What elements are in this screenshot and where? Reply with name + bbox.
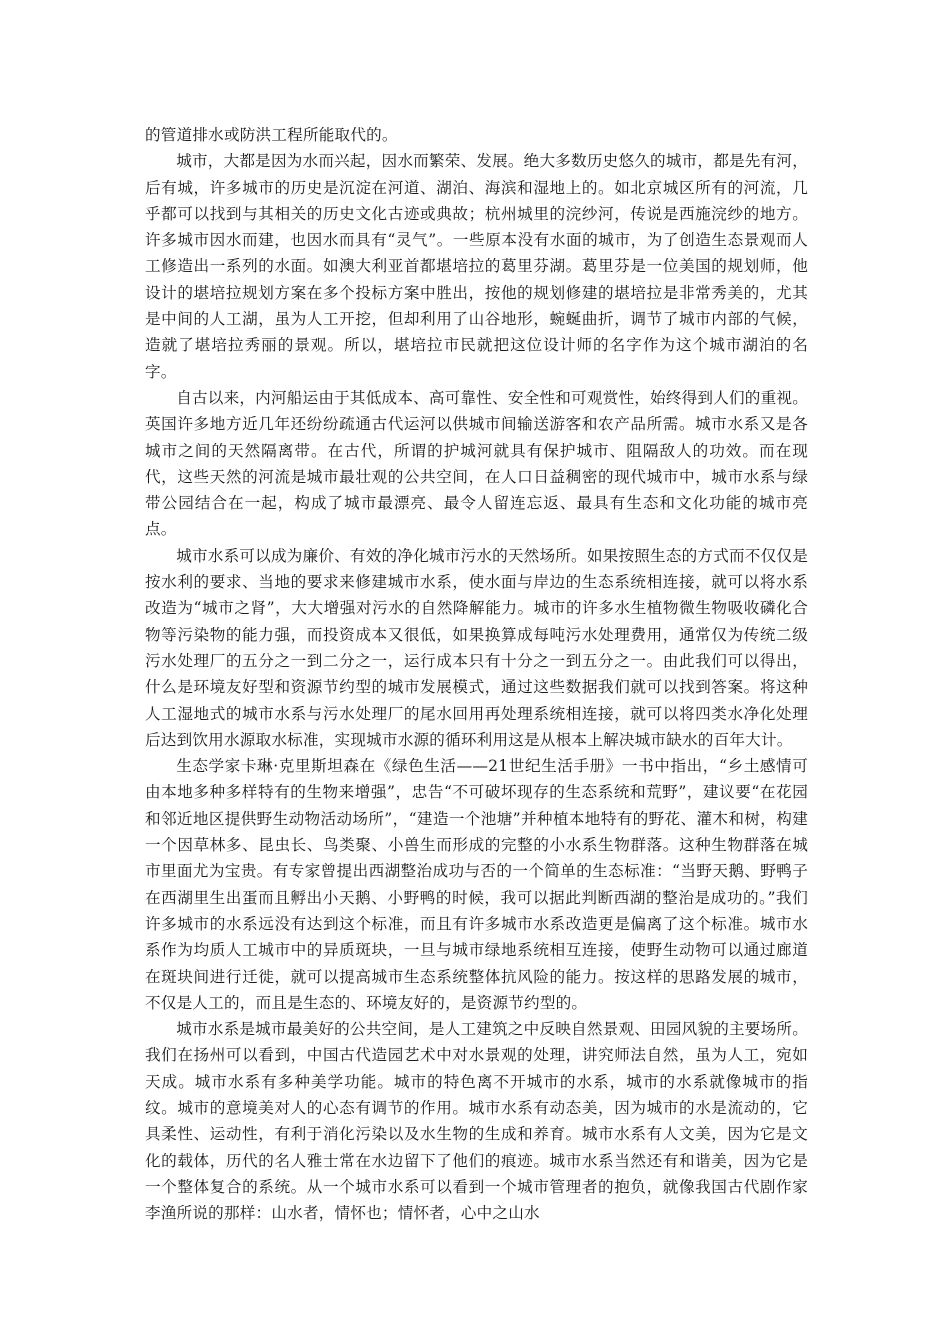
paragraph: 城市水系可以成为廉价、有效的净化城市污水的天然场所。如果按照生态的方式而不仅仅是按水利的要求、当地的要求来修建城市水系，使水面与岸边的生态系统相连接，就可以将水系改造为“城市之肾”，大大增强对污水的自然降解能力。城市的许多水生植物微生物吸收磷化合物等污染物的能力强，而投资成本又很低，如果换算成每吨污水处理费用，通常仅为传统二级污水处理厂的五分之一到二分之一，运行成本只有十分之一到五分之一。由此我们可以得出，什么是环境友好型和资源节约型的城市发展模式，通过这些数据我们就可以找到答案。将这种人工湿地式的城市水系与污水处理厂的尾水回用再处理系统相连接，就可以将四类水净化处理后达到饮用水源取水标准，实现城市水源的循环利用这是从根本上解决城市缺水的百年大计。 xyxy=(145,546,808,749)
paragraph: 生态学家卡琳·克里斯坦森在《绿色生活——21世纪生活手册》一书中指出，“乡土感情可由本地多种多样特有的生物来增强”，忠告“不可破坏现存的生态系统和荒野”，建议要“在花园和邻近地区提供野生动物活动场所”，“建造一个池塘”并种植本地特有的野花、灌木和树，构建一个因草林多、昆虫长、鸟类聚、小兽生而形成的完整的小水系生物群落。这种生物群落在城市里面尤为宝贵。有专家曾提出西湖整治成功与否的一个简单的生态标准：“当野天鹅、野鸭子在西湖里生出蛋而且孵出小天鹅、小野鸭的时候，我可以据此判断西湖的整治是成功的。”我们许多城市的水系远没有达到这个标准，而且有许多城市水系改造更是偏离了这个标准。城市水系作为均质人工城市中的异质斑块，一旦与城市绿地系统相互连接，使野生动物可以通过廊道在斑块间进行迁徙，就可以提高城市生态系统整体抗风险的能力。按这样的思路发展的城市，不仅是人工的，而且是生态的、环境友好的，是资源节约型的。 xyxy=(145,757,808,1012)
paragraph: 城市，大都是因为水而兴起，因水而繁荣、发展。绝大多数历史悠久的城市，都是先有河，后有城，许多城市的历史是沉淀在河道、湖泊、海滨和湿地上的。如北京城区所有的河流，几乎都可以找到与其相关的历史文化古迹或典故；杭州城里的浣纱河，传说是西施浣纱的地方。许多城市因水而建，也因水而具有“灵气”。一些原本没有水面的城市，为了创造生态景观而人工修造出一系列的水面。如澳大利亚首都堪培拉的葛里芬湖。葛里芬是一位美国的规划师，他设计的堪培拉规划方案在多个投标方案中胜出，按他的规划修建的堪培拉是非常秀美的，尤其是中间的人工湖，虽为人工开挖，但却利用了山谷地形，蜿蜒曲折，调节了城市内部的气候，造就了堪培拉秀丽的景观。所以，堪培拉市民就把这位设计师的名字作为这个城市湖泊的名字。 xyxy=(145,152,808,381)
paragraph: 城市水系是城市最美好的公共空间，是人工建筑之中反映自然景观、田园风貌的主要场所。我们在扬州可以看到，中国古代造园艺术中对水景观的处理，讲究师法自然，虽为人工，宛如天成。城市水系有多种美学功能。城市的特色离不开城市的水系，城市的水系就像城市的指纹。城市的意境美对人的心态有调节的作用。城市水系有动态美，因为城市的水是流动的，它具柔性、运动性，有利于消化污染以及水生物的生成和养育。城市水系有人文美，因为它是文化的载体，历代的名人雅士常在水边留下了他们的痕迹。城市水系当然还有和谐美，因为它是一个整体复合的系统。从一个城市水系可以看到一个城市管理者的抱负，就像我国古代剧作家李渔所说的那样：山水者，情怀也；情怀者，心中之山水 xyxy=(145,1020,808,1223)
paragraph: 自古以来，内河船运由于其低成本、高可靠性、安全性和可观赏性，始终得到人们的重视。英国许多地方近几年还纷纷疏通古代运河以供城市间输送游客和农产品所需。城市水系又是各城市之间的天然隔离带。在古代，所谓的护城河就具有保护城市、阻隔敌人的功效。而在现代，这些天然的河流是城市最壮观的公共空间，在人口日益稠密的现代城市中，城市水系与绿带公园结合在一起，构成了城市最漂亮、最令人留连忘返、最具有生态和文化功能的城市亮点。 xyxy=(145,388,808,539)
paragraph: 的管道排水或防洪工程所能取代的。 xyxy=(145,126,398,144)
document-body xyxy=(145,122,808,1226)
